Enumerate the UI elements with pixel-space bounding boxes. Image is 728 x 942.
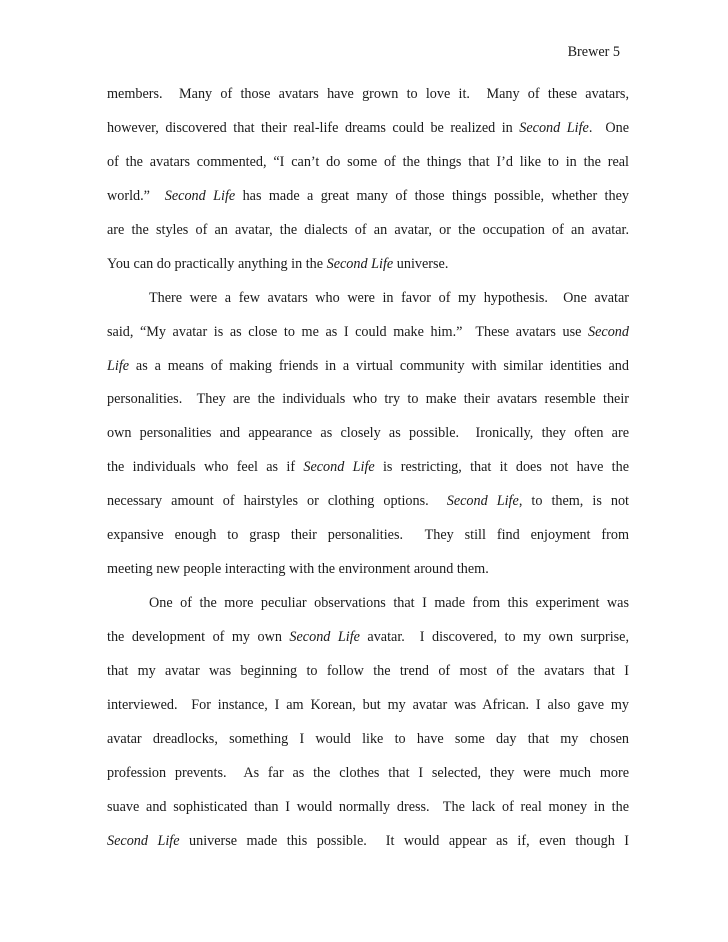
italic-text: Second Life xyxy=(326,255,394,272)
text-line xyxy=(107,356,629,390)
italic-text: Second xyxy=(588,323,629,340)
text-line xyxy=(107,118,629,152)
text-segment: . One xyxy=(588,119,629,136)
text-segment: suave and sophisticated than I would normally dress. The lack of real money in the xyxy=(107,798,629,815)
italic-text: Second Life xyxy=(164,187,236,204)
text-line xyxy=(107,559,629,593)
text-line xyxy=(107,457,629,491)
text-segment: personalities. They are the individuals who try to make their avatars resemble their xyxy=(107,391,629,408)
text-segment: interviewed. For instance, I am Korean, but my avatar was African. I also gave my xyxy=(107,696,629,713)
text-line xyxy=(107,763,629,797)
text-segment: You can do practically anything in the xyxy=(107,255,327,272)
italic-text: Life xyxy=(107,357,130,374)
text-line xyxy=(107,288,629,322)
text-segment: is restricting, that it does not have the xyxy=(374,459,629,476)
text-segment: There were a few avatars who were in favor of my hypothesis. One avatar xyxy=(149,289,629,306)
italic-text: Second Life xyxy=(519,119,589,136)
text-segment: has made a great many of those things possible, whether they xyxy=(235,187,629,204)
text-segment: of the avatars commented, “I can’t do some of the things that I’d like to in the real xyxy=(107,153,629,170)
text-segment: , to them, is not xyxy=(518,493,629,510)
text-segment: as a means of making friends in a virtual community with similar identities and xyxy=(129,357,629,374)
text-line xyxy=(107,593,629,627)
body-text xyxy=(107,84,629,865)
text-segment: One of the more peculiar observations that I made from this experiment was xyxy=(149,595,629,612)
text-segment: that my avatar was beginning to follow the trend of most of the avatars that I xyxy=(107,662,629,679)
text-segment: are the styles of an avatar, the dialects of an avatar, or the occupation of an avatar. xyxy=(107,221,629,238)
text-segment: members. Many of those avatars have grown to love it. Many of these avatars, xyxy=(107,86,629,102)
text-line xyxy=(107,831,629,865)
text-line xyxy=(107,186,629,220)
italic-text: Second Life xyxy=(303,459,375,476)
text-line xyxy=(107,389,629,423)
text-segment: universe made this possible. It would appear as if, even though I xyxy=(179,832,629,849)
text-segment: own personalities and appearance as closely as possible. Ironically, they often are xyxy=(107,425,629,442)
text-line xyxy=(107,661,629,695)
text-segment: said, “My avatar is as close to me as I could make him.” These avatars use xyxy=(107,323,589,340)
text-line xyxy=(107,729,629,763)
text-segment: avatar. I discovered, to my own surprise, xyxy=(359,629,629,645)
italic-text: Second Life xyxy=(289,629,360,645)
text-segment: universe. xyxy=(393,255,449,272)
text-segment: profession prevents. As far as the clothes that I selected, they were much more xyxy=(107,764,629,781)
text-line xyxy=(107,525,629,559)
text-line xyxy=(107,152,629,186)
text-line xyxy=(107,695,629,729)
text-line xyxy=(107,322,629,356)
text-segment: however, discovered that their real-life dreams could be realized in xyxy=(107,119,520,136)
text-line xyxy=(107,491,629,525)
text-line xyxy=(107,627,629,661)
running-head: Brewer 5 xyxy=(567,44,620,60)
text-segment: avatar dreadlocks, something I would like to have some day that my chosen xyxy=(107,730,629,747)
text-segment: world.” xyxy=(107,187,165,204)
text-line xyxy=(107,423,629,457)
italic-text: Second Life xyxy=(446,493,519,510)
text-line xyxy=(107,84,629,118)
text-segment: the development of my own xyxy=(107,629,290,645)
text-segment: the individuals who feel as if xyxy=(107,459,304,476)
text-segment: necessary amount of hairstyles or clothing options. xyxy=(107,493,447,510)
text-line xyxy=(107,220,629,254)
text-line xyxy=(107,254,629,288)
text-segment: expansive enough to grasp their personalities. They still find enjoyment from xyxy=(107,527,629,544)
text-segment: meeting new people interacting with the environment around them. xyxy=(107,561,489,578)
text-line xyxy=(107,797,629,831)
italic-text: Second Life xyxy=(107,832,180,849)
